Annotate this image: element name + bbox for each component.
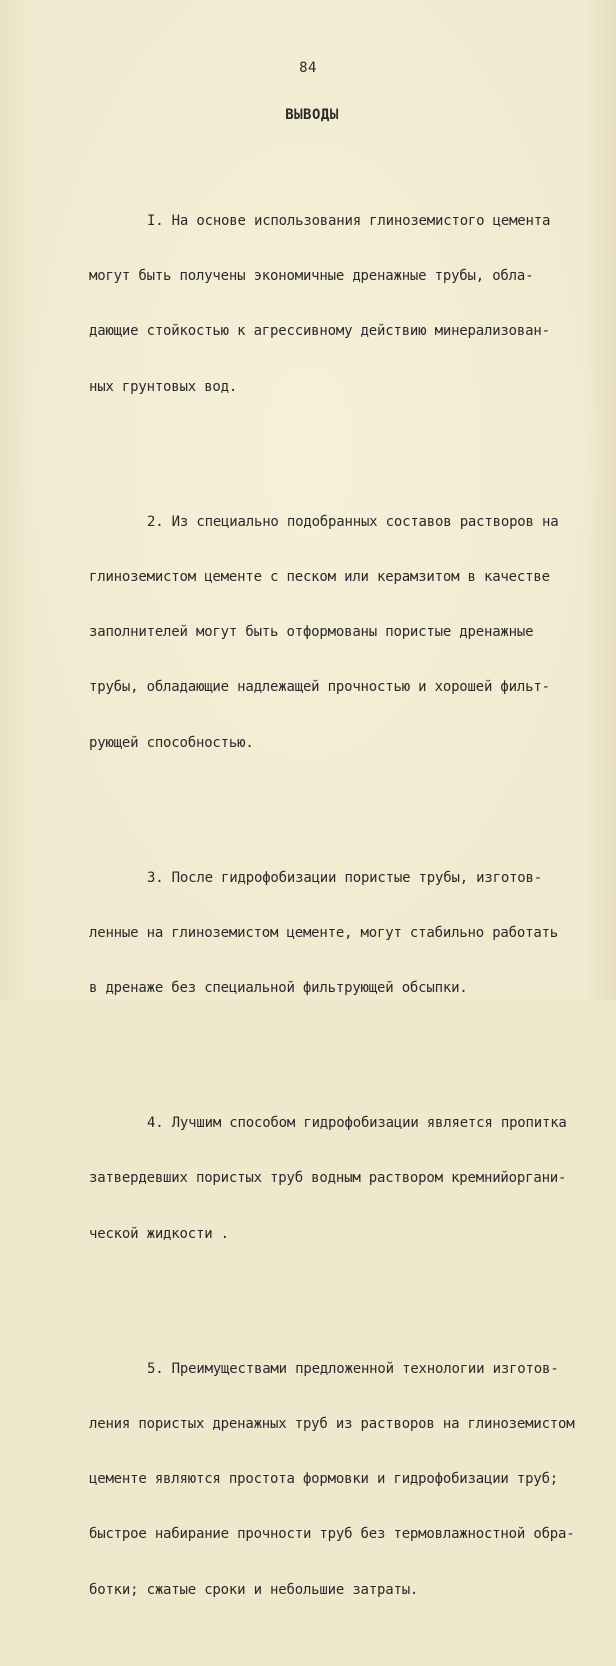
text-line: 2. Из специально подобранных составов растворов на [147, 513, 559, 530]
text-line: дающие стойкостью к агрессивному действию минерализован- [89, 323, 550, 340]
text-line: в дренаже без специальной фильтрующей обсыпки. [89, 980, 468, 997]
text-line: рующей способностью. [89, 734, 254, 751]
text-line: цементе являются простота формовки и гидрофобизации труб; [89, 1471, 559, 1488]
text-line: ления пористых дренажных труб из растворов на глиноземистом [89, 1416, 575, 1432]
text-line: заполнителей могут быть отформованы пористые дренажные [89, 624, 534, 641]
text-line: ческой жидкости . [89, 1225, 229, 1242]
conclusion-paragraph-3 [89, 835, 609, 1033]
text-line: глиноземистом цементе с песком или керамзитом в качестве [89, 568, 550, 585]
text-line: 3. После гидрофобизации пористые трубы, изготов- [147, 869, 542, 886]
text-line: 5. Преимуществами предложенной технологии изготов- [147, 1360, 559, 1377]
page-number: 84 [299, 60, 317, 76]
text-line: трубы, обладающие надлежащей прочностью и хорошей фильт- [89, 679, 550, 696]
text-line: могут быть получены экономичные дренажные трубы, обла- [89, 268, 534, 285]
text-line: 4. Лучшим способом гидрофобизации является пропитка [147, 1115, 567, 1132]
conclusion-paragraph-5 [89, 1326, 609, 1634]
text-line: ных грунтовых вод. [89, 378, 238, 395]
conclusion-paragraph-2 [89, 479, 609, 787]
text-line: затвердевших пористых труб водным раствором кремнийоргани- [89, 1170, 567, 1187]
text-line: ботки; сжатые сроки и небольшие затраты. [89, 1581, 419, 1598]
text-line: быстрое набирание прочности труб без термовлажностной обра- [89, 1526, 575, 1543]
text-line: I. На основе использования глиноземистого цемента [147, 213, 551, 229]
text-line: ленные на глиноземистом цементе, могут стабильно работать [89, 924, 559, 941]
conclusions-list [89, 130, 609, 1666]
conclusion-paragraph-1 [89, 178, 609, 431]
section-heading: ВЫВОДЫ [285, 107, 339, 123]
conclusion-paragraph-4 [89, 1080, 609, 1278]
